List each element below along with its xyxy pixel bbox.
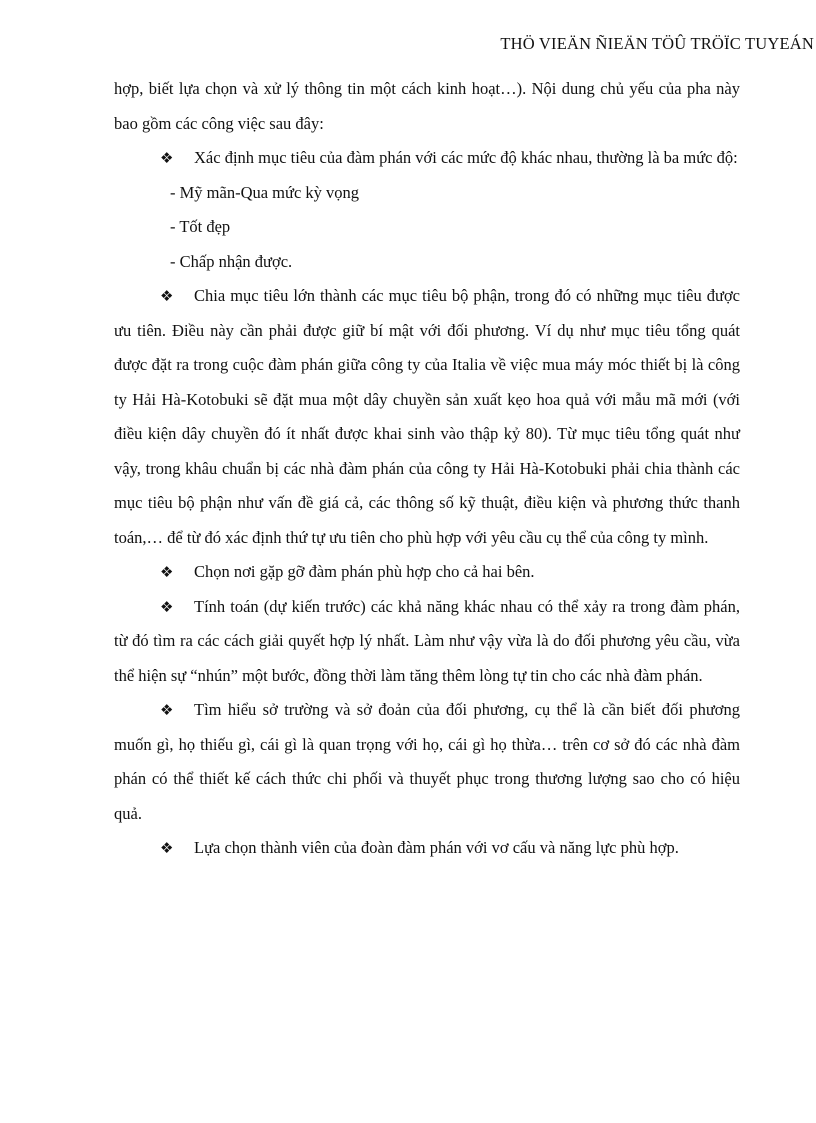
diamond-bullet-icon: ❖ <box>160 563 174 581</box>
bullet-paragraph-scenarios <box>114 590 740 694</box>
diamond-bullet-icon: ❖ <box>160 597 174 616</box>
bullet-paragraph-subgoals <box>114 279 740 555</box>
bullet-text: Chọn nơi gặp gỡ đàm phán phù hợp cho cả hai bên. <box>194 562 535 581</box>
page-header: THÖ VIEÄN ÑIEÄN TÖÛ TRÖÏC TUYEÁN <box>500 34 814 53</box>
bullet-paragraph-venue <box>114 555 740 590</box>
level-item: - Chấp nhận được. <box>170 251 293 271</box>
diamond-bullet-icon: ❖ <box>160 701 174 719</box>
diamond-bullet-icon: ❖ <box>160 839 174 857</box>
bullet-paragraph-goals <box>114 141 740 176</box>
diamond-bullet-icon: ❖ <box>160 149 174 167</box>
bullet-paragraph-team <box>114 831 740 866</box>
diamond-bullet-icon: ❖ <box>160 287 174 305</box>
bullet-text: Tính toán (dự kiến trước) các khả năng khác nhau có thể xảy ra trong đàm phán, từ đó tìm ra các cách giải quyết hợp lý nhất. Làm như vậy vừa là do đối phương yêu cầu, vừa thể hiện sự “nhún” một bước, đồng thời làm tăng thêm lòng tự tin cho các nhà đàm phán. <box>114 596 740 685</box>
level-item: - Tốt đẹp <box>170 217 231 236</box>
document-body <box>114 72 740 866</box>
bullet-text: Tìm hiểu sở trường và sở đoản của đối phương, cụ thể là cần biết đối phương muốn gì, họ thiếu gì, cái gì là quan trọng với họ, cái gì họ thừa… trên cơ sở đó các nhà đàm phán có thể thiết kế cách thức chi phối và thuyết phục trong thương lượng sao cho có hiệu quả. <box>114 700 740 823</box>
bullet-paragraph-opponent <box>114 693 740 831</box>
bullet-text: Xác định mục tiêu của đàm phán với các mức độ khác nhau, thường là ba mức độ: <box>194 148 738 167</box>
level-item: - Mỹ mãn-Qua mức kỳ vọng <box>170 182 360 202</box>
bullet-text: Lựa chọn thành viên của đoàn đàm phán với vơ cấu và năng lực phù hợp. <box>194 838 679 857</box>
intro-paragraph: hợp, biết lựa chọn và xử lý thông tin một cách kinh hoạt…). Nội dung chủ yếu của pha này bao gồm các công việc sau đây: <box>114 79 740 133</box>
bullet-text: Chia mục tiêu lớn thành các mục tiêu bộ phận, trong đó có những mục tiêu được ưu tiên. Điều này cần phải được giữ bí mật với đối phương. Ví dụ như mục tiêu tổng quát được đặt ra trong cuộc đàm phán giữa công ty của Italia về việc mua máy móc thiết bị là công ty Hải Hà-Kotobuki sẽ đặt mua một dây chuyền sản xuất kẹo hoa quả với mẫu mã mới (với điều kiện dây chuyền đó ít nhất được khai sinh vào thập kỷ 80). Từ mục tiêu tổng quát như vậy, trong khâu chuẩn bị các nhà đàm phán của công ty Hải Hà-Kotobuki phải chia thành các mục tiêu bộ phận như vấn đề giá cả, các thông số kỹ thuật, điều kiện và phương thức thanh toán,… để từ đó xác định thứ tự ưu tiên cho phù hợp với yêu cầu cụ thể của công ty mình. <box>114 286 740 547</box>
